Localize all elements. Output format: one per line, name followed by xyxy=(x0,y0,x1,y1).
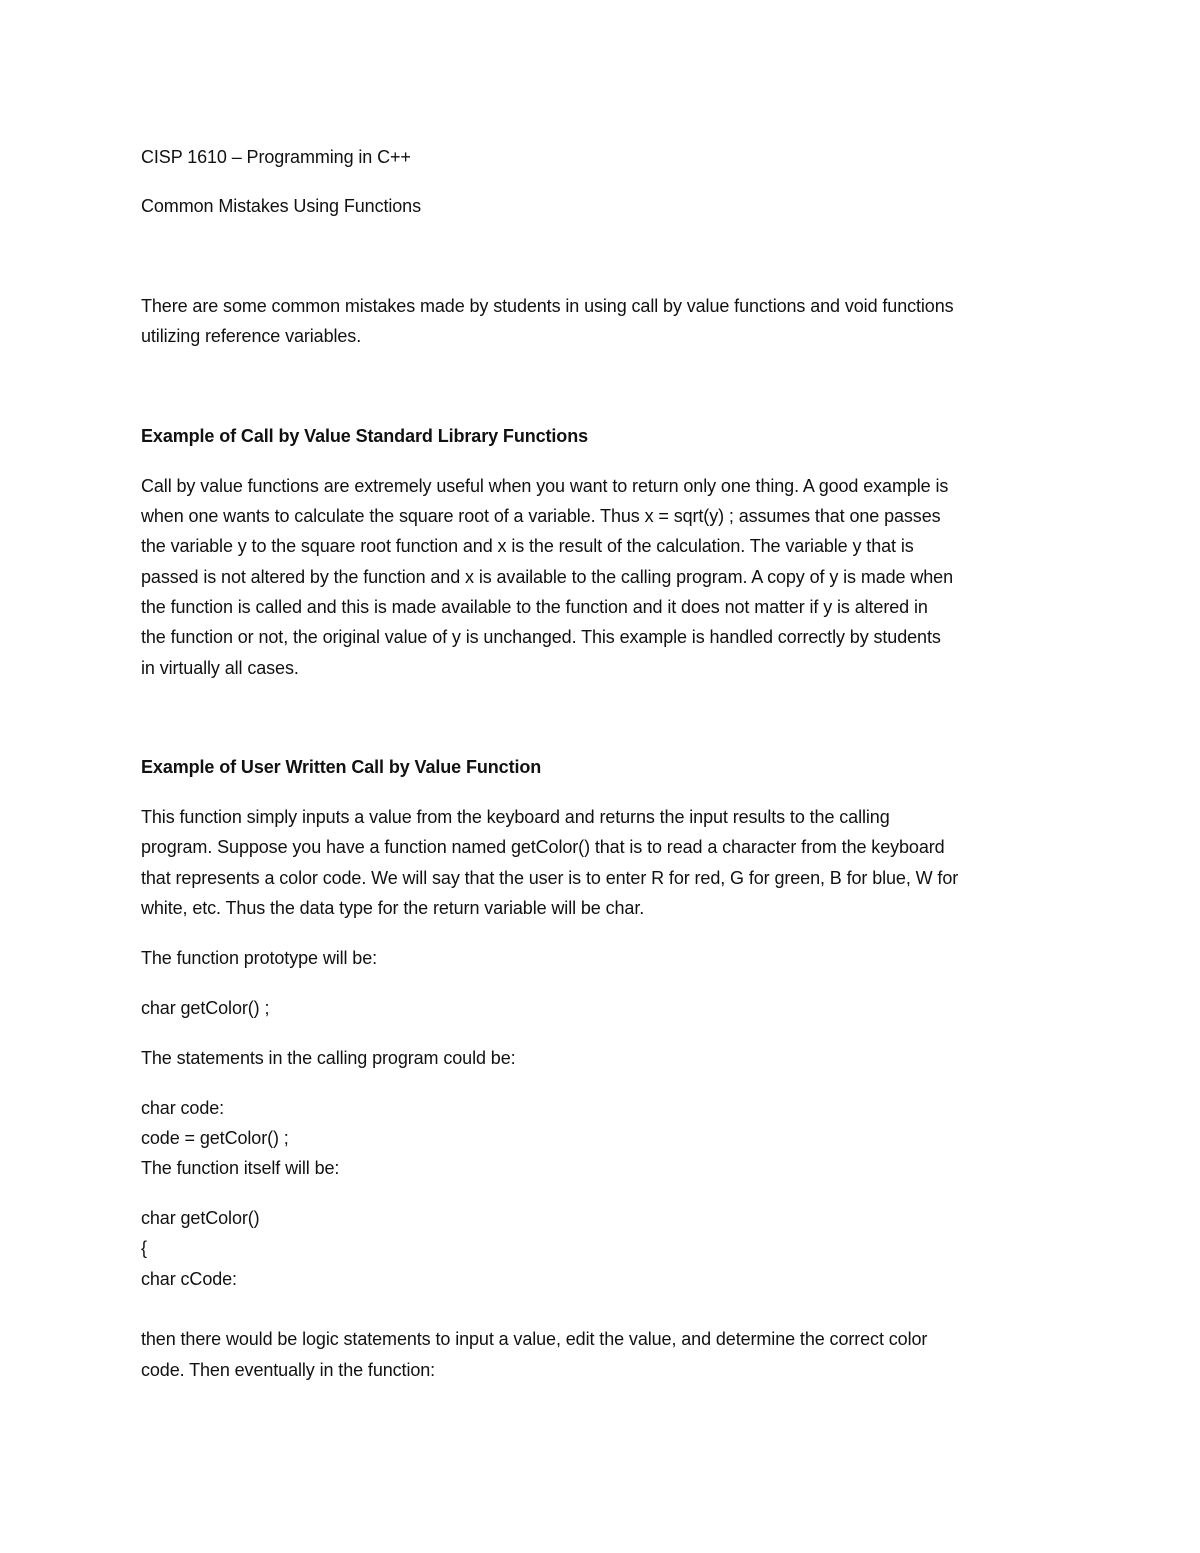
course-title: CISP 1610 – Programming in C++ xyxy=(141,147,411,167)
paragraph-line: that represents a color code. We will say that the user is to enter R for red, G for green, B for blue, W for xyxy=(141,868,959,888)
paragraph-line: the function is called and this is made available to the function and it does not matter if y is altered in xyxy=(141,597,928,617)
paragraph-line: the function or not, the original value of y is unchanged. This example is handled correctly by students xyxy=(141,627,941,647)
paragraph-line: then there would be logic statements to input a value, edit the value, and determine the correct color xyxy=(141,1329,928,1349)
section-heading: Example of Call by Value Standard Library Functions xyxy=(141,426,589,446)
paragraph-line: when one wants to calculate the square root of a variable. Thus x = sqrt(y) ; assumes that one passes xyxy=(141,506,941,526)
calling-intro: The statements in the calling program could be: xyxy=(141,1048,516,1068)
document-subtitle: Common Mistakes Using Functions xyxy=(141,196,421,216)
paragraph-line: passed is not altered by the function and x is available to the calling program. A copy of y is made when xyxy=(141,567,953,587)
code-line: char code: xyxy=(141,1098,225,1118)
paragraph-line: white, etc. Thus the data type for the return variable will be char. xyxy=(141,898,645,918)
code-line: char cCode: xyxy=(141,1269,237,1289)
code-line: char getColor() ; xyxy=(141,998,270,1018)
intro-line: There are some common mistakes made by students in using call by value functions and void functions xyxy=(141,296,954,316)
code-line: code = getColor() ; xyxy=(141,1128,289,1148)
intro-line: utilizing reference variables. xyxy=(141,326,362,346)
paragraph-line: code. Then eventually in the function: xyxy=(141,1360,436,1380)
prototype-intro: The function prototype will be: xyxy=(141,948,378,968)
section-heading: Example of User Written Call by Value Function xyxy=(141,757,542,777)
code-line: char getColor() xyxy=(141,1208,260,1228)
code-line: { xyxy=(141,1238,147,1258)
paragraph-line: Call by value functions are extremely useful when you want to return only one thing. A good example is xyxy=(141,476,949,496)
paragraph-line: the variable y to the square root function and x is the result of the calculation. The variable y that is xyxy=(141,536,914,556)
paragraph-line: program. Suppose you have a function named getColor() that is to read a character from the keyboard xyxy=(141,837,945,857)
paragraph-line: This function simply inputs a value from the keyboard and returns the input results to the calling xyxy=(141,807,890,827)
function-intro: The function itself will be: xyxy=(141,1158,340,1178)
paragraph-line: in virtually all cases. xyxy=(141,658,299,678)
